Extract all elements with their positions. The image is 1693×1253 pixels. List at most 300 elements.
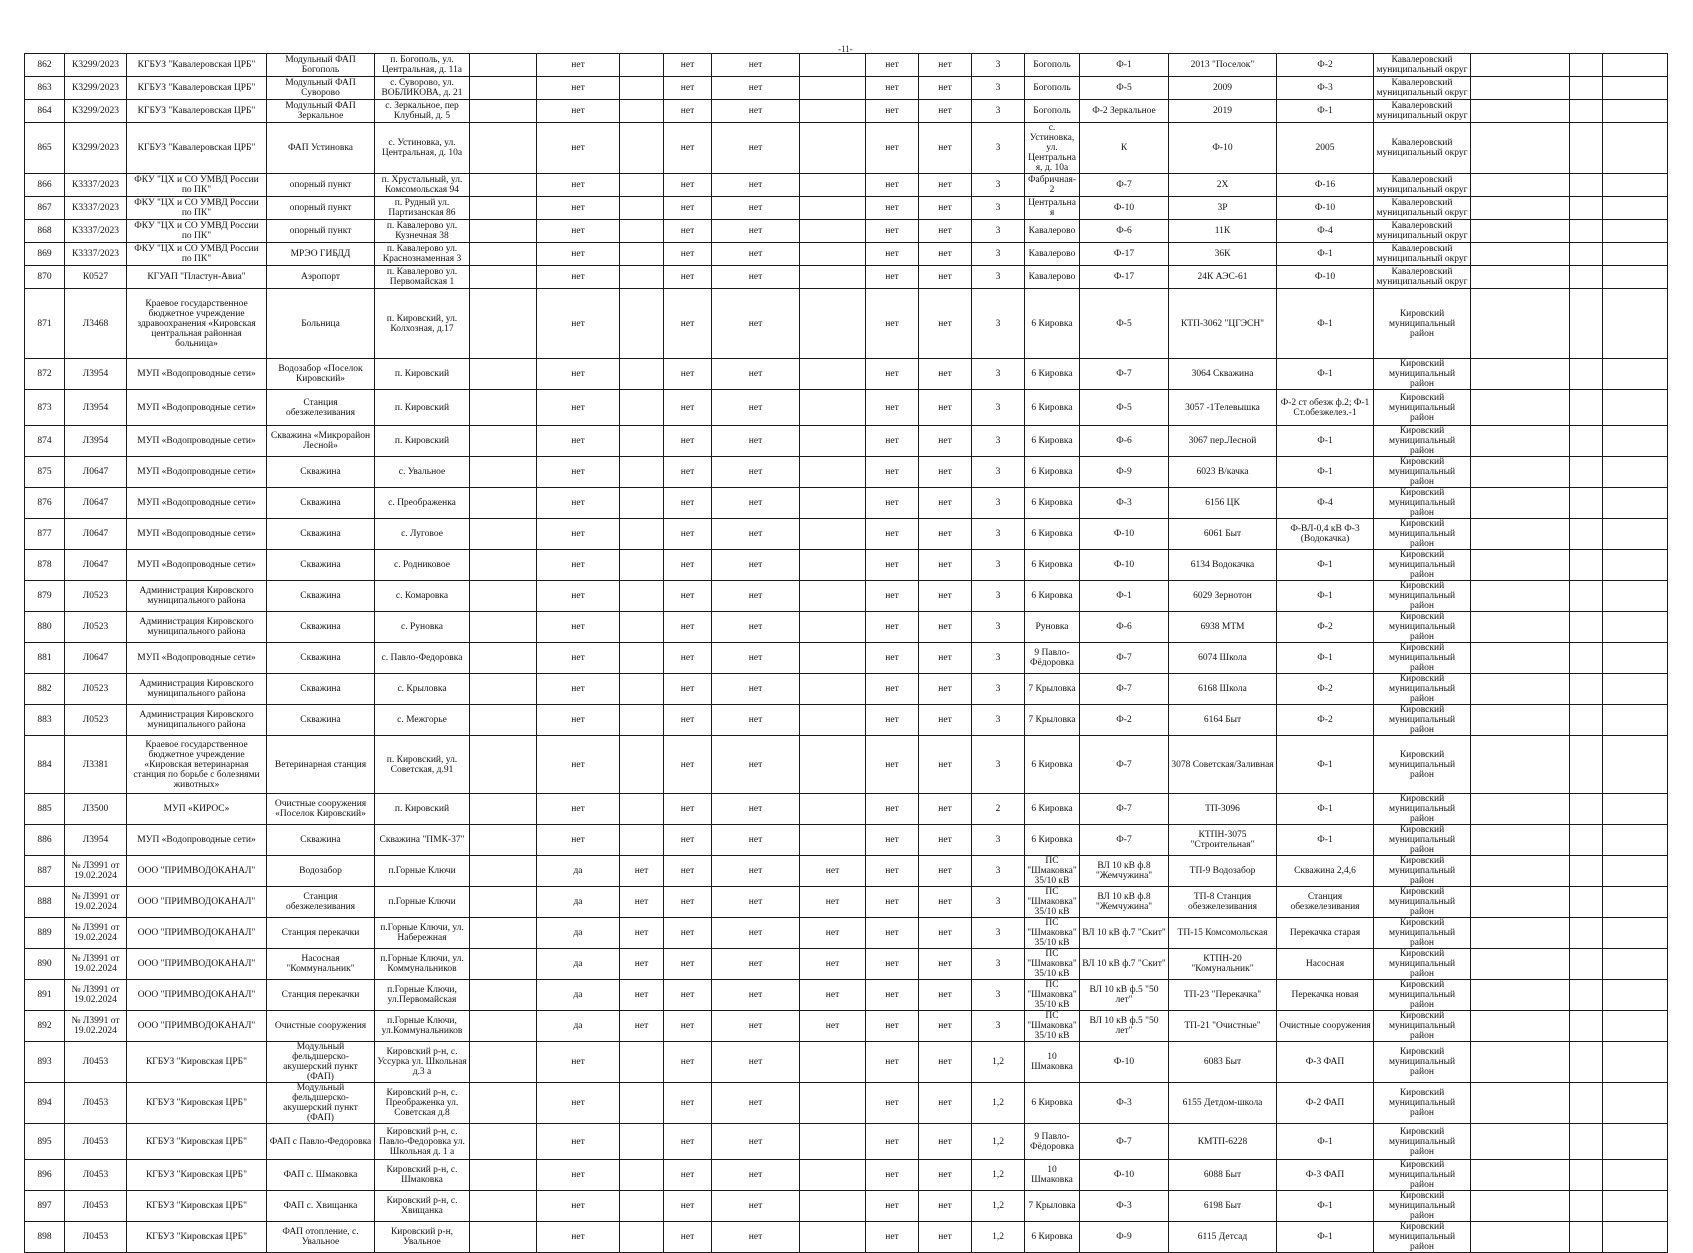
table-cell: Кировский муниципальный район bbox=[1374, 1160, 1471, 1191]
table-row bbox=[25, 612, 1668, 643]
table-cell: Л0453 bbox=[65, 1083, 127, 1124]
empty-cell bbox=[1570, 1191, 1603, 1222]
table-cell: Ф-1 bbox=[1277, 289, 1374, 359]
table-cell: Аэропорт bbox=[267, 266, 375, 289]
table-row bbox=[25, 1160, 1668, 1191]
table-cell: 866 bbox=[25, 174, 65, 197]
table-cell: нет bbox=[919, 77, 972, 100]
table-cell: нет bbox=[620, 980, 664, 1011]
empty-cell bbox=[470, 426, 537, 457]
table-cell bbox=[620, 1124, 664, 1160]
table-cell: Кировский муниципальный район bbox=[1374, 980, 1471, 1011]
table-cell: с. Зеркальное, пер Клубный, д. 5 bbox=[375, 100, 470, 123]
table-cell: нет bbox=[712, 581, 800, 612]
table-cell: КГБУЗ "Кировская ЦРБ" bbox=[127, 1191, 267, 1222]
table-cell bbox=[800, 197, 866, 220]
table-cell: ООО "ПРИМВОДОКАНАЛ" bbox=[127, 1011, 267, 1042]
table-cell: с. Устиновка, ул. Центральная, д. 10а bbox=[1025, 123, 1080, 174]
table-cell: КГУАП "Пластун-Авиа" bbox=[127, 266, 267, 289]
table-cell: КТП-3062 "ЦГЭСН" bbox=[1169, 289, 1277, 359]
table-cell: 881 bbox=[25, 643, 65, 674]
table-cell: 3 bbox=[972, 54, 1025, 77]
table-cell: нет bbox=[866, 1160, 919, 1191]
table-cell: 7 Крыловка bbox=[1025, 1191, 1080, 1222]
table-cell: нет bbox=[712, 266, 800, 289]
table-cell: нет bbox=[712, 426, 800, 457]
table-cell: Кировский муниципальный район bbox=[1374, 1011, 1471, 1042]
table-cell: 879 bbox=[25, 581, 65, 612]
table-cell: 3064 Скважина bbox=[1169, 359, 1277, 390]
table-cell bbox=[800, 1042, 866, 1083]
table-cell: Скважина bbox=[267, 674, 375, 705]
empty-cell bbox=[1603, 390, 1668, 426]
table-cell: 6155 Детдом-школа bbox=[1169, 1083, 1277, 1124]
table-row bbox=[25, 643, 1668, 674]
table-cell: ТП-9 Водозабор bbox=[1169, 856, 1277, 887]
objects-table bbox=[24, 53, 1668, 1253]
table-cell: нет bbox=[800, 856, 866, 887]
table-cell: нет bbox=[664, 612, 712, 643]
empty-cell bbox=[470, 220, 537, 243]
empty-cell bbox=[470, 100, 537, 123]
table-cell: ВЛ 10 кВ ф.7 "Скит" bbox=[1080, 918, 1169, 949]
empty-cell bbox=[1603, 1222, 1668, 1253]
empty-cell bbox=[1570, 825, 1603, 856]
table-cell: нет bbox=[866, 643, 919, 674]
table-cell: К3337/2023 bbox=[65, 174, 127, 197]
table-cell: нет bbox=[712, 949, 800, 980]
table-cell: нет bbox=[919, 100, 972, 123]
table-cell: с. Суворово, ул. ВОБЛИКОВА, д. 21 bbox=[375, 77, 470, 100]
empty-cell bbox=[1603, 736, 1668, 794]
table-cell: К bbox=[1080, 123, 1169, 174]
table-cell: ПС "Шмаковка" 35/10 кВ bbox=[1025, 856, 1080, 887]
table-cell: нет bbox=[537, 581, 620, 612]
table-cell: Скважина bbox=[267, 705, 375, 736]
table-cell: 3 bbox=[972, 705, 1025, 736]
table-cell: нет bbox=[664, 887, 712, 918]
table-cell: 875 bbox=[25, 457, 65, 488]
table-cell: Ф-7 bbox=[1080, 359, 1169, 390]
table-cell: 6 Кировка bbox=[1025, 794, 1080, 825]
table-cell: нет bbox=[919, 390, 972, 426]
table-cell: МУП «Водопроводные сети» bbox=[127, 643, 267, 674]
table-cell: Водозабор bbox=[267, 856, 375, 887]
table-cell: нет bbox=[919, 1160, 972, 1191]
table-cell: Кировский муниципальный район bbox=[1374, 736, 1471, 794]
table-cell bbox=[620, 220, 664, 243]
table-cell: нет bbox=[620, 1011, 664, 1042]
table-cell bbox=[620, 1222, 664, 1253]
table-cell: Ф-7 bbox=[1080, 174, 1169, 197]
empty-cell bbox=[1471, 426, 1570, 457]
table-cell: Администрация Кировского муниципального района bbox=[127, 674, 267, 705]
table-row bbox=[25, 1124, 1668, 1160]
empty-cell bbox=[1570, 887, 1603, 918]
table-cell: Перекачка старая bbox=[1277, 918, 1374, 949]
table-cell: 3 bbox=[972, 390, 1025, 426]
empty-cell bbox=[1603, 949, 1668, 980]
table-cell: Л3954 bbox=[65, 359, 127, 390]
table-cell: 869 bbox=[25, 243, 65, 266]
table-cell: 6 Кировка bbox=[1025, 1083, 1080, 1124]
table-cell: нет bbox=[664, 1191, 712, 1222]
table-cell: КГБУЗ "Кировская ЦРБ" bbox=[127, 1160, 267, 1191]
empty-cell bbox=[1570, 918, 1603, 949]
table-cell: нет bbox=[537, 289, 620, 359]
table-cell: 6074 Школа bbox=[1169, 643, 1277, 674]
empty-cell bbox=[1570, 794, 1603, 825]
table-cell: ПС "Шмаковка" 35/10 кВ bbox=[1025, 1011, 1080, 1042]
table-cell: нет bbox=[919, 220, 972, 243]
empty-cell bbox=[1603, 289, 1668, 359]
table-cell: нет bbox=[866, 289, 919, 359]
table-cell: 1,2 bbox=[972, 1124, 1025, 1160]
table-cell: 6 Кировка bbox=[1025, 426, 1080, 457]
table-cell: КГБУЗ "Кавалеровская ЦРБ" bbox=[127, 54, 267, 77]
table-cell: 1,2 bbox=[972, 1160, 1025, 1191]
empty-cell bbox=[470, 197, 537, 220]
empty-cell bbox=[1603, 825, 1668, 856]
table-row bbox=[25, 266, 1668, 289]
table-cell bbox=[620, 426, 664, 457]
table-cell: п. Рудный ул. Партизанская 86 bbox=[375, 197, 470, 220]
empty-cell bbox=[1471, 887, 1570, 918]
table-cell: нет bbox=[537, 519, 620, 550]
empty-cell bbox=[1471, 123, 1570, 174]
table-cell: Ф-7 bbox=[1080, 643, 1169, 674]
table-cell: нет bbox=[620, 887, 664, 918]
table-cell: Кировский муниципальный район bbox=[1374, 1042, 1471, 1083]
table-cell: Кавалеровский муниципальный округ bbox=[1374, 243, 1471, 266]
table-cell bbox=[800, 390, 866, 426]
table-cell: да bbox=[537, 856, 620, 887]
table-cell: нет bbox=[537, 220, 620, 243]
empty-cell bbox=[1603, 550, 1668, 581]
table-cell: нет bbox=[712, 359, 800, 390]
table-cell: нет bbox=[919, 519, 972, 550]
table-cell bbox=[800, 220, 866, 243]
table-cell: нет bbox=[537, 1042, 620, 1083]
table-cell: Ф-1 bbox=[1277, 643, 1374, 674]
table-cell: 10 Шмаковка bbox=[1025, 1160, 1080, 1191]
table-cell: нет bbox=[664, 390, 712, 426]
table-cell: нет bbox=[712, 918, 800, 949]
page-number: -11- bbox=[838, 44, 853, 54]
table-cell: нет bbox=[664, 289, 712, 359]
table-cell bbox=[620, 705, 664, 736]
table-cell: 880 bbox=[25, 612, 65, 643]
table-cell: нет bbox=[919, 289, 972, 359]
table-cell: КГБУЗ "Кавалеровская ЦРБ" bbox=[127, 77, 267, 100]
table-cell: с. Родниковое bbox=[375, 550, 470, 581]
table-cell: 3 bbox=[972, 1011, 1025, 1042]
table-cell: Ф-7 bbox=[1080, 794, 1169, 825]
table-cell: Кавалеровский муниципальный округ bbox=[1374, 54, 1471, 77]
table-cell: Ф-1 bbox=[1277, 1222, 1374, 1253]
table-cell: нет bbox=[866, 123, 919, 174]
table-cell: 6 Кировка bbox=[1025, 519, 1080, 550]
table-cell: нет bbox=[537, 736, 620, 794]
table-cell: Насосная bbox=[1277, 949, 1374, 980]
table-cell: Скважина «Микрорайон Лесной» bbox=[267, 426, 375, 457]
empty-cell bbox=[1471, 856, 1570, 887]
table-cell: нет bbox=[919, 457, 972, 488]
empty-cell bbox=[1603, 220, 1668, 243]
table-cell: нет bbox=[712, 980, 800, 1011]
table-cell: 6088 Быт bbox=[1169, 1160, 1277, 1191]
table-cell: Кировский муниципальный район bbox=[1374, 612, 1471, 643]
table-cell: Ф-10 bbox=[1080, 1160, 1169, 1191]
table-cell bbox=[800, 266, 866, 289]
table-cell: Л3954 bbox=[65, 390, 127, 426]
table-cell: 890 bbox=[25, 949, 65, 980]
table-cell: нет bbox=[866, 1011, 919, 1042]
empty-cell bbox=[1570, 519, 1603, 550]
empty-cell bbox=[1570, 488, 1603, 519]
table-cell: нет bbox=[919, 736, 972, 794]
table-cell: 894 bbox=[25, 1083, 65, 1124]
table-cell: Л0647 bbox=[65, 519, 127, 550]
table-cell: Ф-2 bbox=[1277, 705, 1374, 736]
table-cell: п. Богополь, ул. Центральная, д. 11а bbox=[375, 54, 470, 77]
table-cell: Л0523 bbox=[65, 705, 127, 736]
table-cell: нет bbox=[537, 54, 620, 77]
table-cell: Кавалерово bbox=[1025, 243, 1080, 266]
table-cell: п.Горные Ключи, ул.Первомайская bbox=[375, 980, 470, 1011]
empty-cell bbox=[1471, 1011, 1570, 1042]
table-cell: Л3954 bbox=[65, 825, 127, 856]
table-row bbox=[25, 100, 1668, 123]
table-cell bbox=[620, 390, 664, 426]
table-cell: ПС "Шмаковка" 35/10 кВ bbox=[1025, 918, 1080, 949]
table-cell: опорный пункт bbox=[267, 174, 375, 197]
table-cell: Ф-9 bbox=[1080, 457, 1169, 488]
table-cell bbox=[800, 1222, 866, 1253]
table-row bbox=[25, 825, 1668, 856]
table-cell: нет bbox=[712, 54, 800, 77]
table-cell: 893 bbox=[25, 1042, 65, 1083]
table-cell: нет bbox=[664, 794, 712, 825]
table-cell: ООО "ПРИМВОДОКАНАЛ" bbox=[127, 856, 267, 887]
table-cell: ФАП с Павло-Федоровка bbox=[267, 1124, 375, 1160]
empty-cell bbox=[1570, 1011, 1603, 1042]
table-cell: 6083 Быт bbox=[1169, 1042, 1277, 1083]
table-cell: 3 bbox=[972, 581, 1025, 612]
table-row bbox=[25, 1083, 1668, 1124]
table-row bbox=[25, 123, 1668, 174]
table-cell: Л0453 bbox=[65, 1042, 127, 1083]
table-cell: 10 Шмаковка bbox=[1025, 1042, 1080, 1083]
table-cell bbox=[800, 359, 866, 390]
empty-cell bbox=[1603, 359, 1668, 390]
empty-cell bbox=[470, 980, 537, 1011]
table-cell: нет bbox=[919, 266, 972, 289]
table-cell: ТП-3096 bbox=[1169, 794, 1277, 825]
table-cell: Кировский муниципальный район bbox=[1374, 1083, 1471, 1124]
table-cell bbox=[620, 581, 664, 612]
table-cell: Богополь bbox=[1025, 54, 1080, 77]
empty-cell bbox=[1603, 918, 1668, 949]
table-cell: нет bbox=[866, 174, 919, 197]
table-cell: нет bbox=[866, 581, 919, 612]
table-cell: нет bbox=[800, 1011, 866, 1042]
table-cell: Кировский муниципальный район bbox=[1374, 887, 1471, 918]
table-cell: 3 bbox=[972, 123, 1025, 174]
table-cell: ВЛ 10 кВ ф.5 "50 лет" bbox=[1080, 980, 1169, 1011]
table-cell: 6134 Водокачка bbox=[1169, 550, 1277, 581]
table-cell: с. Крыловка bbox=[375, 674, 470, 705]
table-cell: Насосная "Коммунальник" bbox=[267, 949, 375, 980]
table-cell: 865 bbox=[25, 123, 65, 174]
table-cell: Очистные сооружения «Поселок Кировский» bbox=[267, 794, 375, 825]
empty-cell bbox=[470, 390, 537, 426]
table-cell bbox=[620, 1083, 664, 1124]
table-cell: нет bbox=[664, 174, 712, 197]
table-cell: с. Луговое bbox=[375, 519, 470, 550]
table-cell: п. Кировский, ул. Советская, д.91 bbox=[375, 736, 470, 794]
table-cell: нет bbox=[712, 1160, 800, 1191]
table-cell: Центральная bbox=[1025, 197, 1080, 220]
table-cell: К3299/2023 bbox=[65, 123, 127, 174]
table-cell: № Л3991 от 19.02.2024 bbox=[65, 1011, 127, 1042]
table-cell: МУП «Водопроводные сети» bbox=[127, 457, 267, 488]
table-cell: с. Руновка bbox=[375, 612, 470, 643]
table-cell: Станция обезжелезивания bbox=[1277, 887, 1374, 918]
table-row bbox=[25, 390, 1668, 426]
table-cell: нет bbox=[919, 612, 972, 643]
table-cell: 1,2 bbox=[972, 1083, 1025, 1124]
empty-cell bbox=[1471, 100, 1570, 123]
table-cell: нет bbox=[919, 581, 972, 612]
table-cell: нет bbox=[712, 887, 800, 918]
table-row bbox=[25, 918, 1668, 949]
empty-cell bbox=[1471, 918, 1570, 949]
table-cell: нет bbox=[712, 1191, 800, 1222]
table-row bbox=[25, 856, 1668, 887]
table-cell: нет bbox=[664, 918, 712, 949]
table-cell: Перекачка новая bbox=[1277, 980, 1374, 1011]
table-cell: нет bbox=[866, 1042, 919, 1083]
table-cell: МУП «КИРОС» bbox=[127, 794, 267, 825]
table-cell: нет bbox=[537, 488, 620, 519]
table-cell: Кировский р-н, с. Павло-Федоровка ул. Школьная д. 1 а bbox=[375, 1124, 470, 1160]
table-cell: нет bbox=[866, 390, 919, 426]
table-cell bbox=[620, 550, 664, 581]
empty-cell bbox=[1570, 174, 1603, 197]
table-cell: 6 Кировка bbox=[1025, 457, 1080, 488]
table-cell: нет bbox=[866, 705, 919, 736]
table-cell: да bbox=[537, 949, 620, 980]
table-cell: Ф-1 bbox=[1277, 581, 1374, 612]
table-cell: 24К АЭС-61 bbox=[1169, 266, 1277, 289]
table-cell: нет bbox=[537, 674, 620, 705]
table-cell: № Л3991 от 19.02.2024 bbox=[65, 887, 127, 918]
table-row bbox=[25, 1222, 1668, 1253]
table-cell: Богополь bbox=[1025, 77, 1080, 100]
table-cell: нет bbox=[919, 856, 972, 887]
empty-cell bbox=[1471, 643, 1570, 674]
table-cell: нет bbox=[712, 220, 800, 243]
empty-cell bbox=[1471, 243, 1570, 266]
table-cell: с. Комаровка bbox=[375, 581, 470, 612]
table-cell: Кавалерово bbox=[1025, 266, 1080, 289]
table-cell: нет bbox=[664, 77, 712, 100]
table-cell bbox=[620, 519, 664, 550]
table-cell: п.Горные Ключи, ул. Набережная bbox=[375, 918, 470, 949]
table-cell: Кировский муниципальный район bbox=[1374, 1222, 1471, 1253]
table-cell: Ф-1 bbox=[1277, 359, 1374, 390]
empty-cell bbox=[470, 1124, 537, 1160]
table-cell: 870 bbox=[25, 266, 65, 289]
table-cell: нет bbox=[664, 825, 712, 856]
table-cell: К3299/2023 bbox=[65, 54, 127, 77]
table-cell: Л0453 bbox=[65, 1191, 127, 1222]
table-cell bbox=[800, 243, 866, 266]
table-cell: 11К bbox=[1169, 220, 1277, 243]
table-cell: Ф-1 bbox=[1277, 1191, 1374, 1222]
table-cell: ФАП с. Шмаковка bbox=[267, 1160, 375, 1191]
table-cell: Л3954 bbox=[65, 426, 127, 457]
empty-cell bbox=[1603, 123, 1668, 174]
table-cell: 3 bbox=[972, 174, 1025, 197]
table-cell: ВЛ 10 кВ ф.5 "50 лет" bbox=[1080, 1011, 1169, 1042]
empty-cell bbox=[1570, 1042, 1603, 1083]
table-cell: Кировский муниципальный район bbox=[1374, 289, 1471, 359]
table-cell: МУП «Водопроводные сети» bbox=[127, 359, 267, 390]
table-cell: Ф-7 bbox=[1080, 674, 1169, 705]
table-cell bbox=[620, 794, 664, 825]
table-cell: 3 bbox=[972, 426, 1025, 457]
table-cell bbox=[620, 736, 664, 794]
table-cell bbox=[620, 825, 664, 856]
table-cell: Кировский муниципальный район bbox=[1374, 1124, 1471, 1160]
empty-cell bbox=[1471, 674, 1570, 705]
table-cell: Ф-3 bbox=[1080, 488, 1169, 519]
table-cell: Л0523 bbox=[65, 674, 127, 705]
table-cell: нет bbox=[919, 54, 972, 77]
table-cell: Скважина bbox=[267, 519, 375, 550]
table-cell: нет bbox=[919, 705, 972, 736]
table-cell: 885 bbox=[25, 794, 65, 825]
empty-cell bbox=[1570, 54, 1603, 77]
empty-cell bbox=[470, 949, 537, 980]
table-cell: Кировский муниципальный район bbox=[1374, 426, 1471, 457]
table-cell: Ф-1 bbox=[1277, 243, 1374, 266]
table-cell: Кировский муниципальный район bbox=[1374, 643, 1471, 674]
table-cell: Ф-5 bbox=[1080, 77, 1169, 100]
table-cell bbox=[800, 54, 866, 77]
empty-cell bbox=[1570, 457, 1603, 488]
table-cell: 6 Кировка bbox=[1025, 581, 1080, 612]
table-cell: 898 bbox=[25, 1222, 65, 1253]
table-cell: нет bbox=[537, 643, 620, 674]
empty-cell bbox=[1570, 1124, 1603, 1160]
table-row bbox=[25, 220, 1668, 243]
table-cell: 882 bbox=[25, 674, 65, 705]
table-cell: Л0647 bbox=[65, 457, 127, 488]
table-cell: ТП-8 Станция обезжелезивания bbox=[1169, 887, 1277, 918]
table-cell: нет bbox=[664, 550, 712, 581]
table-cell: 6168 Школа bbox=[1169, 674, 1277, 705]
table-cell: Модульный ФАП Богополь bbox=[267, 54, 375, 77]
empty-cell bbox=[1570, 197, 1603, 220]
table-cell: нет bbox=[866, 426, 919, 457]
empty-cell bbox=[1570, 243, 1603, 266]
table-cell: нет bbox=[866, 887, 919, 918]
empty-cell bbox=[1570, 1083, 1603, 1124]
table-cell: Кировский муниципальный район bbox=[1374, 705, 1471, 736]
